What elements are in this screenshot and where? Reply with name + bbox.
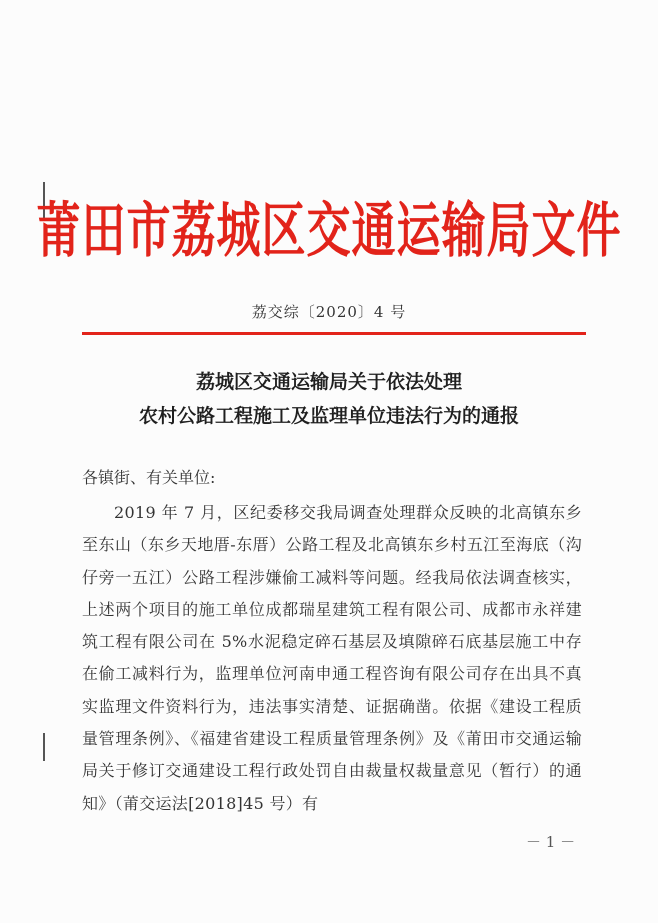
document-number: 荔交综〔2020〕4 号 [251,303,407,321]
issuer-header-title: 莆田市荔城区交通运输局文件 [36,196,622,266]
binding-mark-bottom [43,733,45,761]
notice-title-line-1: 荔城区交通运输局关于依法处理 [195,371,462,393]
page-number: － 1 － [526,833,576,851]
red-divider-rule [82,332,586,335]
notice-title-line-2: 农村公路工程施工及监理单位违法行为的通报 [138,405,519,427]
salutation: 各镇街、有关单位: [82,468,216,487]
body-paragraph: 2019 年 7 月，区纪委移交我局调查处理群众反映的北高镇东乡至东山（东乡天地厝-东厝）公路工程及北高镇东乡村五江至海底（沟仔旁一五江）公路工程涉嫌偷工减料等问题。经我局依法调查核实，上述两个项目的施工单位成都瑞星建筑工程有限公司、成都市永祥建筑工程有限公司在 5%水泥稳定碎石基层及填隙碎石底基层施工中存在偷工减料行为，监理单位河南申通工程咨询有限公司存在出具不真实监理文件资料行为，违法事实清楚、证据确凿。依据《建设工程质量管理条例》、《福建省建设工程质量管理条例》及《莆田市交通运输局关于修订交通建设工程行政处罚自由裁量权裁量意见（暂行）的通知》（莆交运法[2018]45 号）有 [82,503,582,813]
